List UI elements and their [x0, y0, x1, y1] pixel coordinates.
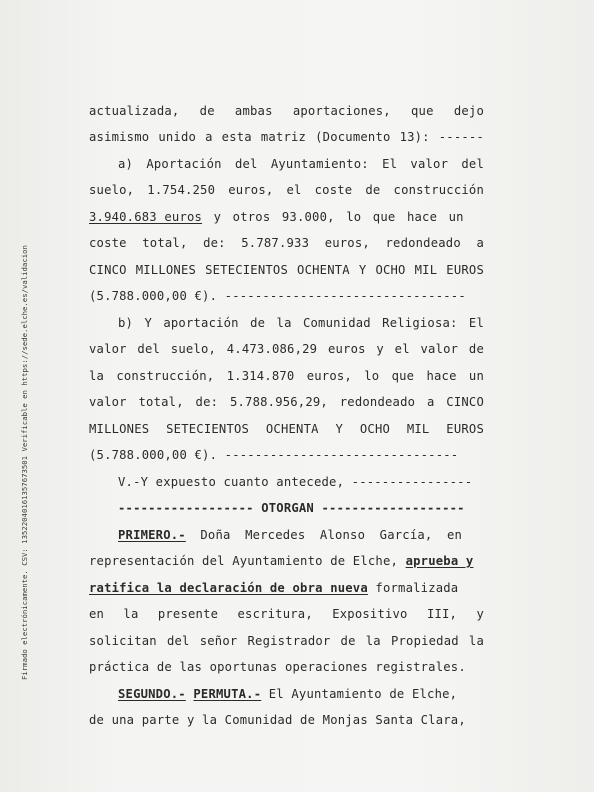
text-line: valor total, de: 5.788.956,29, redondeado a CINCO — [89, 395, 484, 409]
text-segment: Doña Mercedes Alonso García, en — [185, 528, 463, 542]
electronic-signature-note: Firmado electrónicamente. CSV: 13522040161357673501 Verificable en https://sede.elche.es/validacion — [20, 245, 29, 680]
text-line: práctica de las oportunas operaciones registrales. — [89, 660, 466, 674]
text-segment: formalizada — [367, 581, 459, 595]
text-line: CINCO MILLONES SETECIENTOS OCHENTA Y OCHO MIL EUROS — [89, 263, 484, 277]
segundo-heading: SEGUNDO.- — [118, 687, 186, 701]
text-line: actualizada, de ambas aportaciones, que dejo — [89, 104, 484, 118]
text-line: asimismo unido a esta matriz (Documento 13): ------ — [89, 130, 484, 144]
text-line: a) Aportación del Ayuntamiento: El valor del — [118, 157, 484, 171]
text-line: (5.788.000,00 €). -------------------------------- — [89, 289, 466, 303]
primero-heading: PRIMERO.- — [118, 528, 186, 542]
text-line: MILLONES SETECIENTOS OCHENTA Y OCHO MIL EUROS — [89, 422, 484, 436]
bold-underlined-phrase: aprueba y — [405, 554, 474, 568]
text-line — [118, 687, 457, 701]
underlined-amount: 3.940.683 euros — [89, 210, 203, 224]
text-line: V.-Y expuesto cuanto antecede, ---------------- — [118, 475, 473, 489]
text-segment: y otros 93.000, lo que hace un — [202, 210, 464, 224]
text-line: coste total, de: 5.787.933 euros, redondeado a — [89, 236, 484, 250]
text-line: solicitan del señor Registrador de la Propiedad la — [89, 634, 484, 648]
text-segment: El Ayuntamiento de Elche, — [261, 687, 458, 701]
text-line: valor del suelo, 4.473.086,29 euros y el valor de — [89, 342, 484, 356]
text-line — [89, 554, 473, 568]
text-line: la construcción, 1.314.870 euros, lo que hace un — [89, 369, 484, 383]
text-line: de una parte y la Comunidad de Monjas Santa Clara, — [89, 713, 466, 727]
text-line — [118, 528, 484, 542]
text-line — [89, 210, 464, 224]
otorgan-heading: ------------------ OTORGAN ------------------- — [118, 501, 465, 515]
text-line: b) Y aportación de la Comunidad Religiosa: El — [118, 316, 484, 330]
text-line: en la presente escritura, Expositivo III, y — [89, 607, 484, 621]
text-line: (5.788.000,00 €). ------------------------------- — [89, 448, 459, 462]
text-line: suelo, 1.754.250 euros, el coste de construcción — [89, 183, 484, 197]
text-line — [89, 581, 458, 595]
bold-underlined-phrase: ratifica la declaración de obra nueva — [89, 581, 368, 595]
permuta-heading: PERMUTA.- — [193, 687, 262, 701]
text-segment: representación del Ayuntamiento de Elche, — [89, 554, 399, 568]
